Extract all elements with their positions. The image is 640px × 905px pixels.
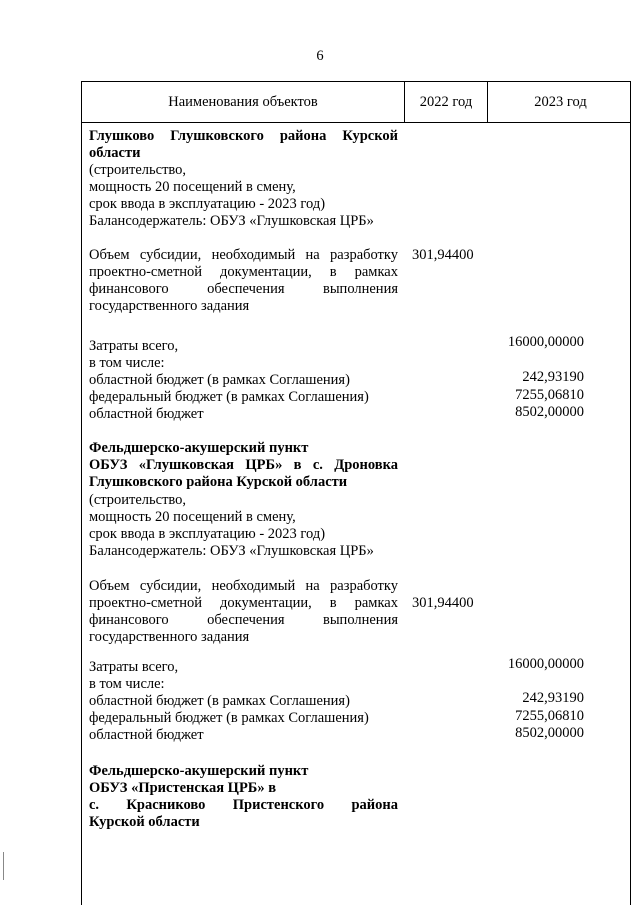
section2-costs-total-2023: 16000,00000 xyxy=(507,656,584,672)
section2-subsidy-text: Объем субсидии, необходимый на разработку проектно-сметной документации, в рамках финансового обеспечения выполнения государственного задания xyxy=(89,578,398,645)
section2-details: (строительство, мощность 20 посещений в смену, срок ввода в эксплуатацию - 2023 год) Балансодержатель: ОБУЗ «Глушковская ЦРБ» xyxy=(89,492,374,559)
page-number: 6 xyxy=(316,48,324,64)
section2-costs-regional-agreement-2023: 242,93190 xyxy=(522,690,584,706)
section1-costs-text: Затраты всего, в том числе: областной бюджет (в рамках Соглашения) федеральный бюджет (в рамках Соглашения) областной бюджет xyxy=(89,338,369,422)
section1-details: (строительство, мощность 20 посещений в смену, срок ввода в эксплуатацию - 2023 год) Балансодержатель: ОБУЗ «Глушковская ЦРБ» xyxy=(89,162,374,229)
section2-costs-federal-2023: 7255,06810 xyxy=(515,708,584,724)
section2-costs-regional-2023: 8502,00000 xyxy=(515,725,584,741)
scan-edge-mark xyxy=(3,852,4,880)
section2-title: Фельдшерско-акушерский пункт ОБУЗ «Глушковская ЦРБ» в с. Дроновка Глушковского района Курской области xyxy=(89,440,398,490)
header-col-name: Наименования объектов xyxy=(168,93,318,110)
header-col-2022: 2022 год xyxy=(404,82,487,122)
header-col-2023: 2023 год xyxy=(487,82,633,122)
section2-costs-text: Затраты всего, в том числе: областной бюджет (в рамках Соглашения) федеральный бюджет (в рамках Соглашения) областной бюджет xyxy=(89,659,369,743)
section1-costs-total-2023: 16000,00000 xyxy=(507,334,584,350)
section1-subsidy-2022: 301,94400 xyxy=(412,247,474,263)
table-left-border xyxy=(81,123,82,905)
section1-subsidy-text: Объем субсидии, необходимый на разработку проектно-сметной документации, в рамках финансового обеспечения выполнения государственного задания xyxy=(89,247,398,314)
section1-costs-regional-agreement-2023: 242,93190 xyxy=(522,369,584,385)
section1-costs-regional-2023: 8502,00000 xyxy=(515,404,584,420)
table-header xyxy=(81,81,631,123)
section2-subsidy-2022: 301,94400 xyxy=(412,595,474,611)
section1-title: Глушково Глушковского района Курской области xyxy=(89,128,398,161)
section3-title: Фельдшерско-акушерский пункт ОБУЗ «Пристенская ЦРБ» в с. Красниково Пристенского района Курской области xyxy=(89,763,398,830)
table-right-border xyxy=(630,123,631,905)
section1-costs-federal-2023: 7255,06810 xyxy=(515,387,584,403)
